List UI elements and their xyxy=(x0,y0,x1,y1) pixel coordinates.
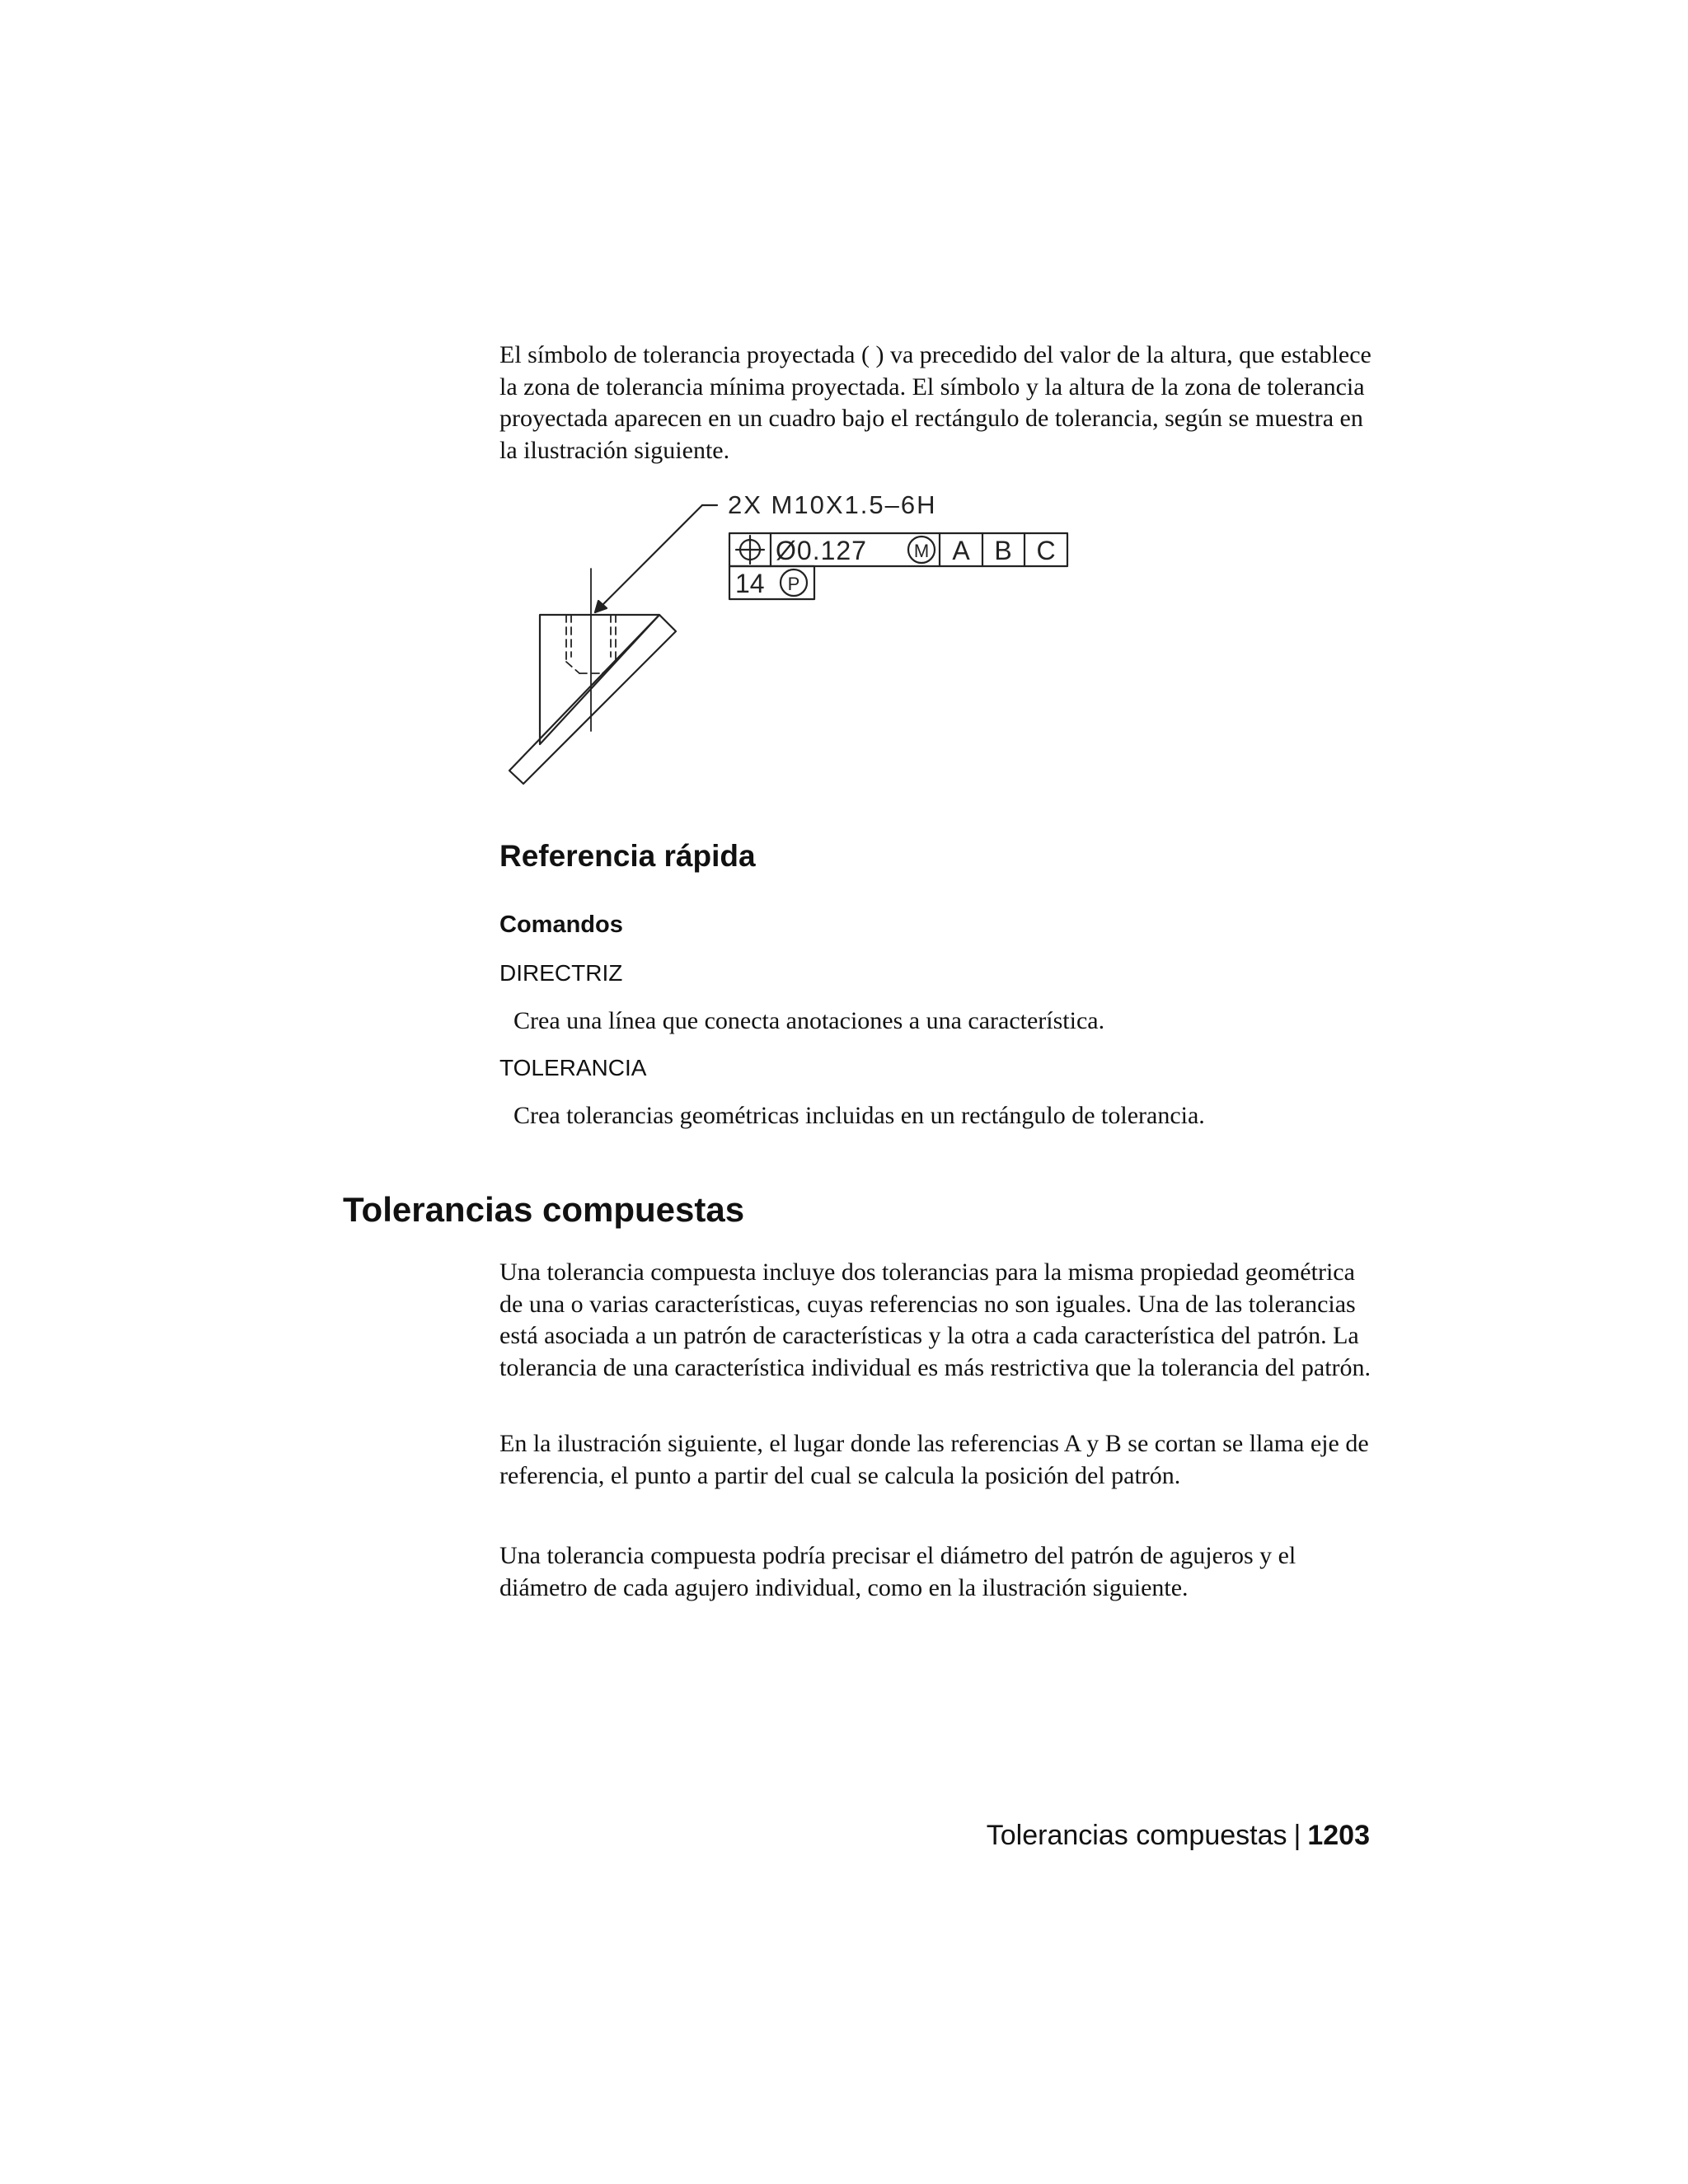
footer-section-title: Tolerancias compuestas xyxy=(986,1820,1287,1851)
command-name: TOLERANCIA xyxy=(499,1055,647,1080)
section-paragraph: Una tolerancia compuesta podría precisar el diámetro del patrón de agujeros y el diámetro de cada agujero individual, como en la ilustración siguiente. xyxy=(499,1542,1296,1601)
command-name: DIRECTRIZ xyxy=(499,960,623,986)
commands-heading: Comandos xyxy=(499,912,623,938)
footer-separator: | xyxy=(1293,1820,1301,1851)
intro-paragraph: El símbolo de tolerancia proyectada ( ) va precedido del valor de la altura, que establece la zona de tolerancia mínima proyectada. El símbolo y la altura de la zona de tolerancia proyectada aparecen en un cuadro bajo el rectángulo de tolerancia, según se muestra en la ilustración siguiente. xyxy=(499,341,1372,464)
projected-height: 14 xyxy=(735,569,765,598)
tolerance-value: Ø0.127 xyxy=(776,536,867,565)
inclined-plate xyxy=(509,615,676,784)
thread-callout: 2X M10X1.5–6H xyxy=(728,490,937,519)
section-paragraph: Una tolerancia compuesta incluye dos tolerancias para la misma propiedad geométrica de una o varias características, cuyas referencias no son iguales. Una de las tolerancias está asociada a un patrón de características y la otra a cada característica del patrón. La tolerancia de una característica individual es más restrictiva que la tolerancia del patrón. xyxy=(499,1258,1372,1381)
command-description: Crea una línea que conecta anotaciones a una característica. xyxy=(513,1007,1105,1034)
command-description: Crea tolerancias geométricas incluidas en un rectángulo de tolerancia. xyxy=(513,1102,1205,1129)
modifier-m: M xyxy=(913,541,930,561)
datum-c: C xyxy=(1036,536,1056,565)
projected-tolerance-figure xyxy=(495,482,1071,795)
modifier-p: P xyxy=(787,574,800,594)
datum-b: B xyxy=(994,536,1012,565)
quick-reference-heading: Referencia rápida xyxy=(499,839,756,873)
page-number: 1203 xyxy=(1307,1820,1370,1851)
section-heading: Tolerancias compuestas xyxy=(343,1190,745,1229)
datum-a: A xyxy=(952,536,970,565)
section-paragraph: En la ilustración siguiente, el lugar donde las referencias A y B se cortan se llama eje de referencia, el punto a partir del cual se calcula la posición del patrón. xyxy=(499,1430,1369,1489)
page-footer xyxy=(987,1820,1370,1852)
position-symbol-icon xyxy=(736,536,764,564)
